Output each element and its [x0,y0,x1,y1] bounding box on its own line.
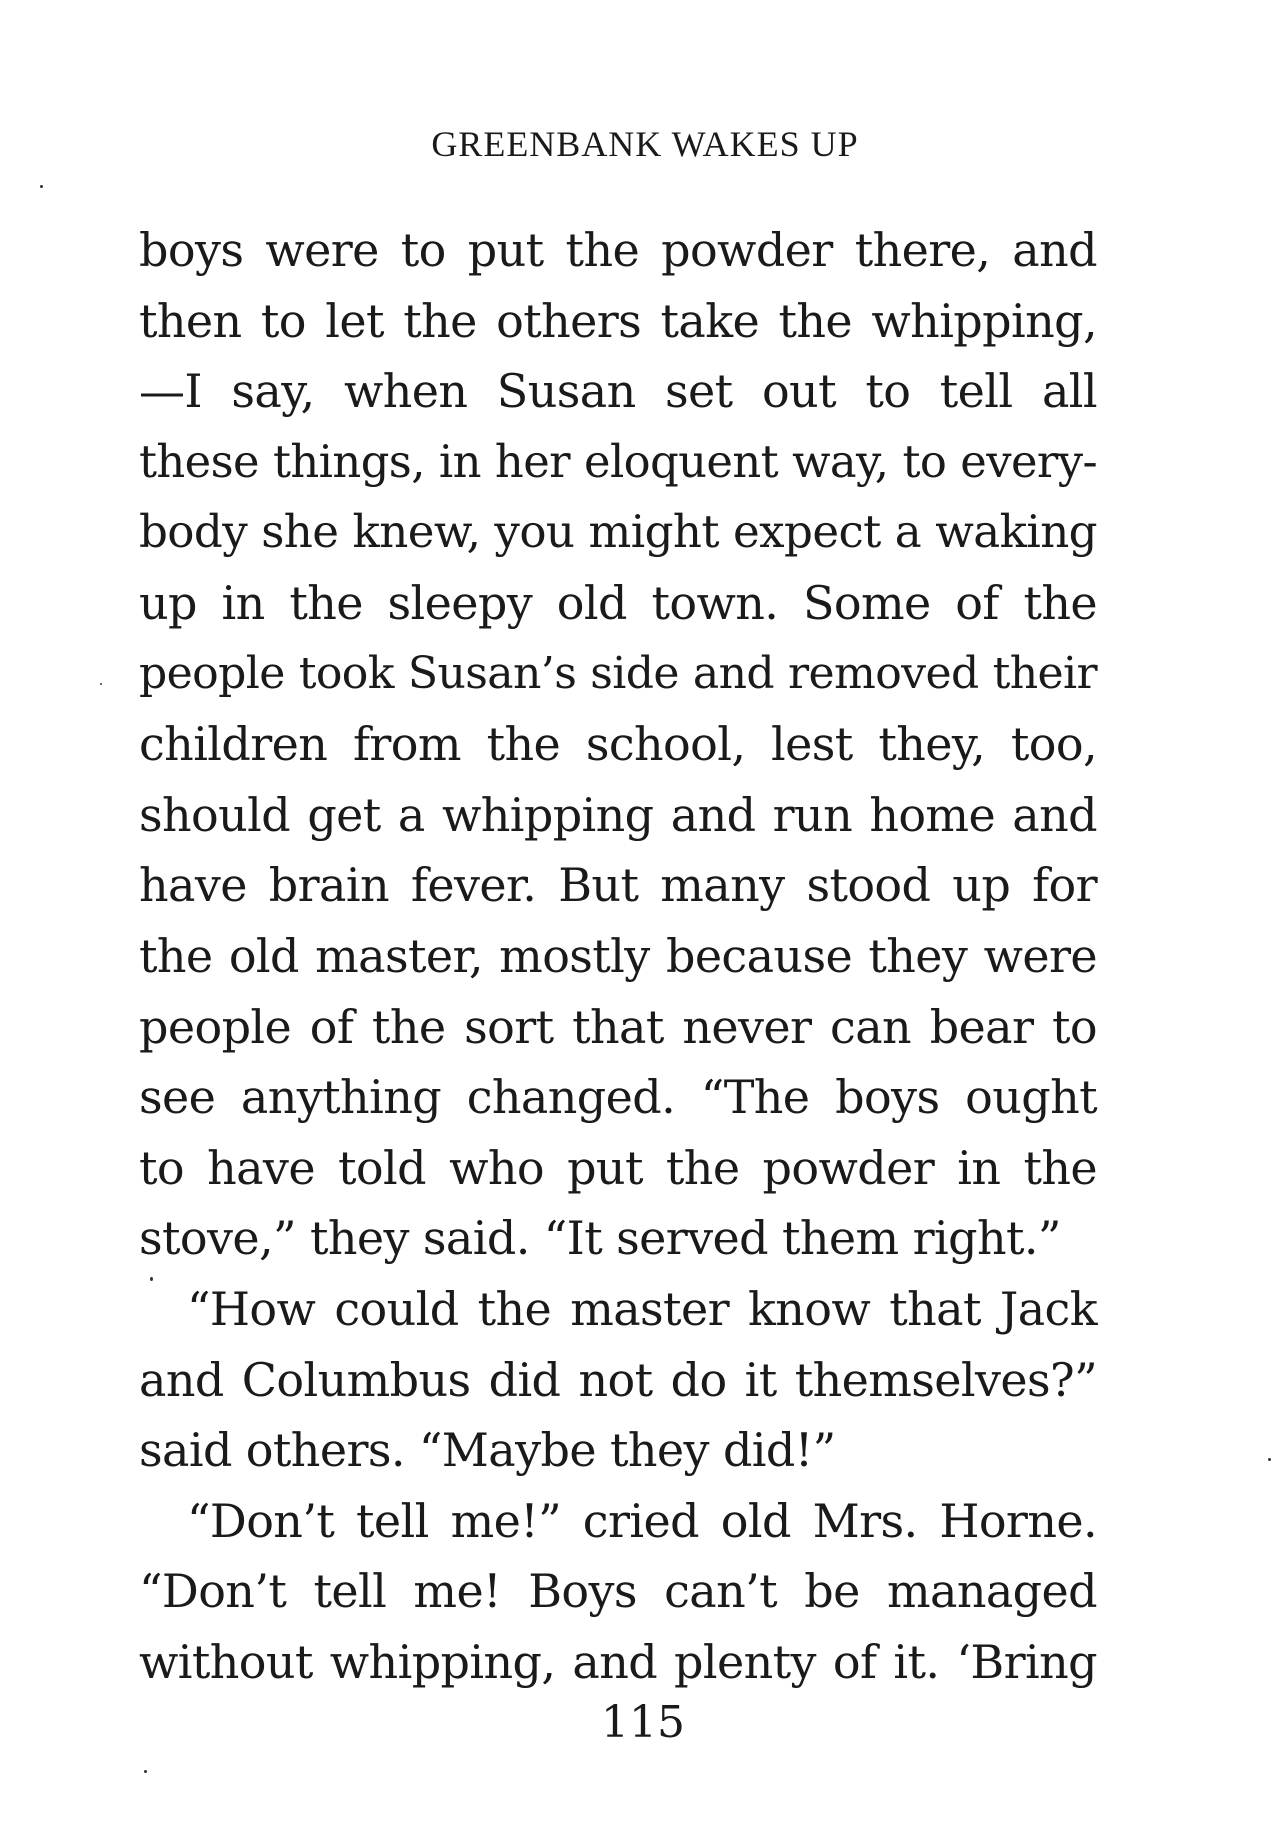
body-text [139,215,1097,1697]
text-line: then to let the others take the whipping, [139,293,1097,348]
text-line: have brain fever. But many stood up for [139,858,1097,913]
print-speck [150,1277,153,1281]
text-line: should get a whipping and run home and [139,787,1097,842]
text-line: said others. “Maybe they did!” [139,1423,836,1478]
text-line: and Columbus did not do it themselves?” [139,1352,1097,1407]
text-line: “Don’t tell me!” cried old Mrs. Horne. [187,1493,1097,1548]
text-line: people of the sort that never can bear to [139,999,1097,1054]
print-speck [100,683,102,685]
running-head: GREENBANK WAKES UP [431,124,859,164]
text-line: “How could the master know that Jack [187,1281,1097,1336]
text-line: boys were to put the powder there, and [139,223,1097,277]
text-line: up in the sleepy old town. Some of the [139,575,1097,630]
print-speck [144,1770,147,1773]
text-line: the old master, mostly because they were [139,928,1097,983]
text-line: to have told who put the powder in the [139,1140,1097,1195]
text-line: body she knew, you might expect a waking [139,505,1097,559]
text-line: see anything changed. “The boys ought [139,1070,1097,1125]
text-line: children from the school, lest they, too, [139,717,1097,772]
text-line: these things, in her eloquent way, to every- [139,434,1097,488]
print-speck [1268,1458,1271,1461]
page-number: 115 [601,1697,685,1748]
text-line: —I say, when Susan set out to tell all [139,364,1097,419]
text-line: without whipping, and plenty of it. ‘Bring [139,1634,1097,1689]
text-line: “Don’t tell me! Boys can’t be managed [139,1564,1097,1619]
text-line: stove,” they said. “It served them right.” [139,1211,1061,1266]
print-speck [40,185,43,188]
text-line: people took Susan’s side and removed their [139,647,1097,699]
